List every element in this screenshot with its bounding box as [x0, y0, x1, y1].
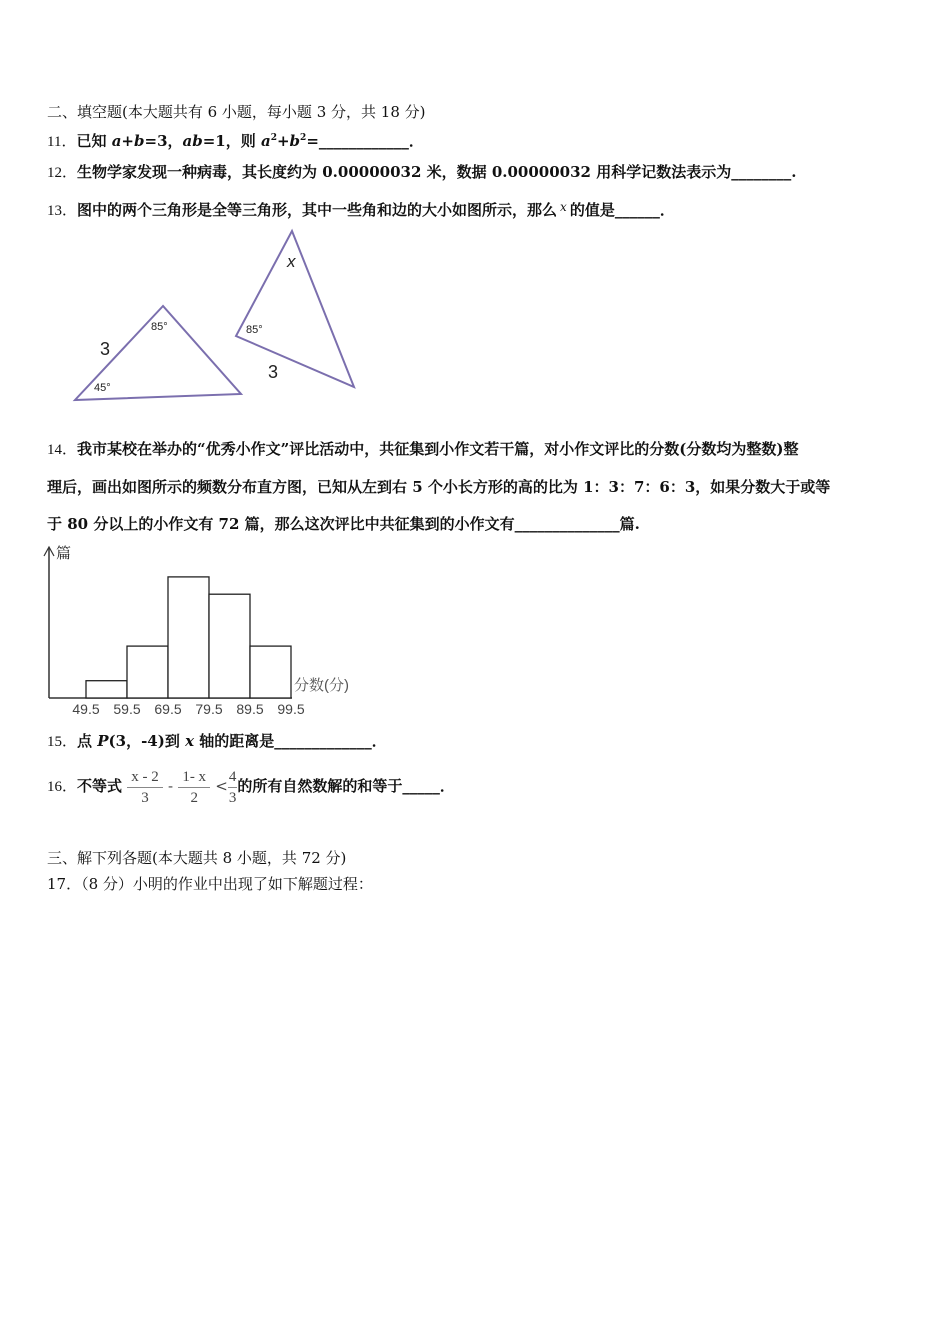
section-2-title: 二、填空题(本大题共有 6 小题，每小题 3 分，共 18 分) — [47, 103, 426, 121]
left-bottom-angle-label: 45° — [94, 382, 111, 394]
x-axis-label: 分数(分) — [294, 677, 349, 694]
question-number: 11． — [47, 134, 77, 150]
section-3-title: 三、解下列各题(本大题共 8 小题，共 72 分) — [47, 849, 347, 867]
x-tick-label: 99.5 — [277, 701, 305, 717]
question-13: 13．图中的两个三角形是全等三角形，其中一些角和边的大小如图所示，那么 $^x$ 的值是______． — [47, 200, 675, 219]
question-15: 15．点 P(3，-4)到 x 轴的距离是_____________． — [47, 732, 387, 750]
y-axis-label: 篇 — [56, 545, 72, 562]
histogram-bar — [168, 577, 209, 698]
question-11: 11．已知 a+b=3，ab=1，则 $a^2+b^2=\_\_\_\_\_\_\_\_\_\_\_\_$． — [47, 132, 424, 150]
question-14-line-1: 14．我市某校在举办的“优秀小作文”评比活动中，共征集到小作文若干篇，对小作文评比的分数(分数均为整数)整 — [47, 440, 799, 458]
question-number: 14． — [47, 442, 78, 458]
question-number: 15． — [47, 734, 78, 750]
x-tick-label: 89.5 — [236, 701, 264, 717]
right-side-label: 3 — [268, 362, 279, 382]
x-tick-label: 59.5 — [113, 701, 141, 717]
histogram-bar — [86, 681, 127, 698]
question-14-line-2: 理后，画出如图所示的频数分布直方图，已知从左到右 5 个小长方形的高的比为 1：3：7：6：3，如果分数大于或等 — [47, 478, 831, 496]
question-number: 13． — [47, 203, 78, 219]
question-16: 16．不等式 $\frac{x - 2}{3}$ - $\frac{1- x}{2}$ < $\frac{4}{3}$ 的所有自然数解的和等于_____． — [47, 768, 455, 806]
question-17: 17．（8 分）小明的作业中出现了如下解题过程： — [47, 875, 373, 893]
histogram-bar — [209, 594, 250, 698]
fraction-2: $\frac{1- x}{2}$ — [178, 767, 210, 808]
x-tick-label: 49.5 — [72, 701, 100, 717]
question-number: 16． — [47, 779, 78, 795]
left-side-label: 3 — [100, 339, 111, 359]
right-angle-label: 85° — [246, 324, 263, 336]
fraction-1: $\frac{x - 2}{3}$ — [127, 767, 163, 808]
congruent-triangles-figure — [0, 222, 420, 412]
frequency-histogram — [0, 540, 380, 720]
histogram-bar — [250, 646, 291, 698]
histogram-bar — [127, 646, 168, 698]
right-x-label: x — [287, 252, 296, 271]
question-number: 17． — [47, 875, 82, 893]
fraction-3: $\frac{4}{3}$ — [228, 768, 237, 806]
x-tick-label: 69.5 — [154, 701, 182, 717]
left-top-angle-label: 85° — [151, 321, 168, 333]
question-12: 12．生物学家发现一种病毒，其长度约为 0.00000032 米，数据 0.00000032 用科学记数法表示为________. — [47, 163, 797, 181]
question-number: 12． — [47, 165, 78, 181]
question-14-line-3: 于 80 分以上的小作文有 72 篇，那么这次评比中共征集到的小作文有______________篇. — [47, 515, 640, 533]
x-tick-label: 79.5 — [195, 701, 223, 717]
